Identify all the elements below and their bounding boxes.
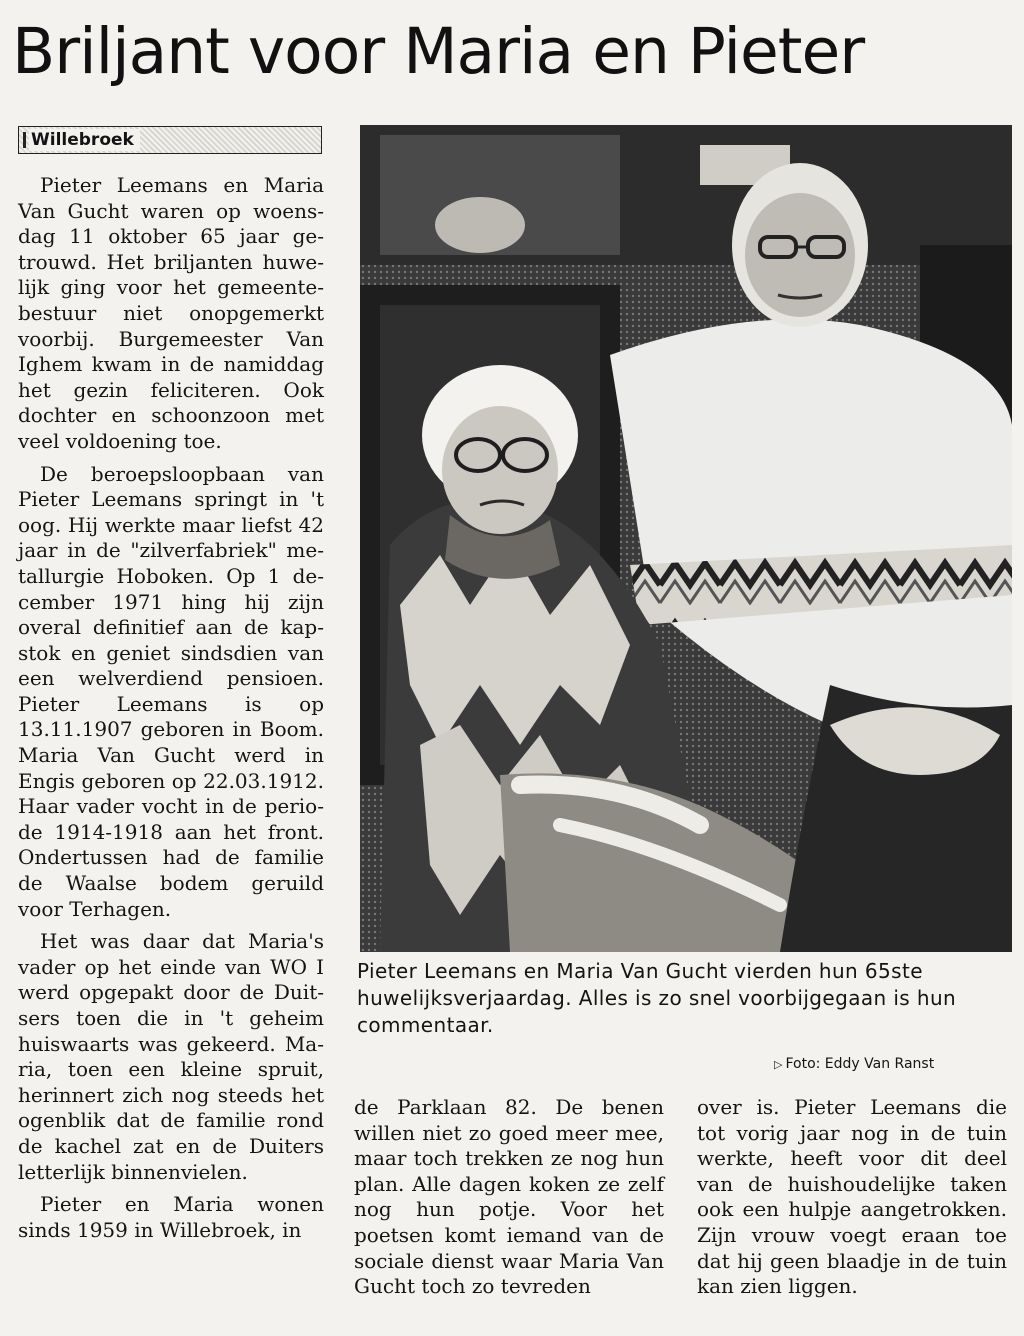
- paragraph: over is. Pieter Leemans die tot vorig jaar nog in de tuin werkte, heeft voor dit deel van de huishoudelijke taken ook een hulpje aangetrokken. Zijn vrouw voegt eraan toe dat hij geen blaadje in de tuin kan zien liggen.: [697, 1095, 1007, 1299]
- photo-credit: [774, 1055, 1000, 1074]
- paragraph: De beroepsloopbaan van Pieter Leemans springt in 't oog. Hij werkte maar liefst 42 jaar in de "zilverfabriek" metallurgie Hoboken. Op 1 december 1971 hing hij zijn overal definitief aan de kapstok en geniet sindsdien van een welverdiend pensioen. Pieter Leemans is op 13.11.1907 geboren in Boom. Maria Van Gucht werd in Engis geboren op 22.03.1912. Haar vader vocht in de periode 1914-1918 aan het front. Ondertussen had de familie de Waalse bodem geruild voor Terhagen.: [18, 461, 324, 921]
- article-column-1: [18, 173, 324, 1250]
- headline: Briljant voor Maria en Pieter: [12, 15, 865, 88]
- paragraph: Het was daar dat Maria's vader op het einde van WO I werd opgepakt door de Duitsers toen die in 't geheim huiswaarts was gekeerd. Maria, toen een kleine spruit, herinnert zich nog steeds het ogenblik dat de familie rond de kachel zat en de Duiters letterlijk binnenvielen.: [18, 929, 324, 1184]
- photo-caption: Pieter Leemans en Maria Van Gucht vierden hun 65ste huwelijksverjaardag. Alles is zo snel voorbijgegaan is hun commentaar.: [357, 959, 957, 1037]
- photo-credit-text: Foto: Eddy Van Ranst: [785, 1056, 935, 1072]
- paragraph: de Parklaan 82. De benen willen niet zo goed meer mee, maar toch trekken ze nog hun plan. Alle dagen koken ze zelf nog hun potje. Voor het poetsen komt iemand van de sociale dienst waar Maria Van Gucht toch zo tevreden: [354, 1095, 664, 1299]
- section-label: Willebroek: [29, 129, 140, 151]
- paragraph: Pieter Leemans en Maria Van Gucht waren op woensdag 11 oktober 65 jaar getrouwd. Het briljanten huwelijk ging voor het gemeentebestuur niet onopgemerkt voorbij. Burgemeester Van Ighem kwam in de namiddag het gezin feliciteren. Ook dochter en schoonzoon met veel voldoening toe.: [18, 173, 324, 453]
- news-photo: [360, 125, 1012, 952]
- article-column-3: [697, 1095, 1007, 1307]
- section-label-box: [18, 126, 322, 154]
- couple-photo-illustration: [360, 125, 1012, 952]
- article-column-2: [354, 1095, 664, 1307]
- paragraph: Pieter en Maria wonen sinds 1959 in Willebroek, in: [18, 1192, 324, 1242]
- section-bar-icon: [23, 132, 26, 148]
- triangle-icon: ▷: [774, 1058, 783, 1071]
